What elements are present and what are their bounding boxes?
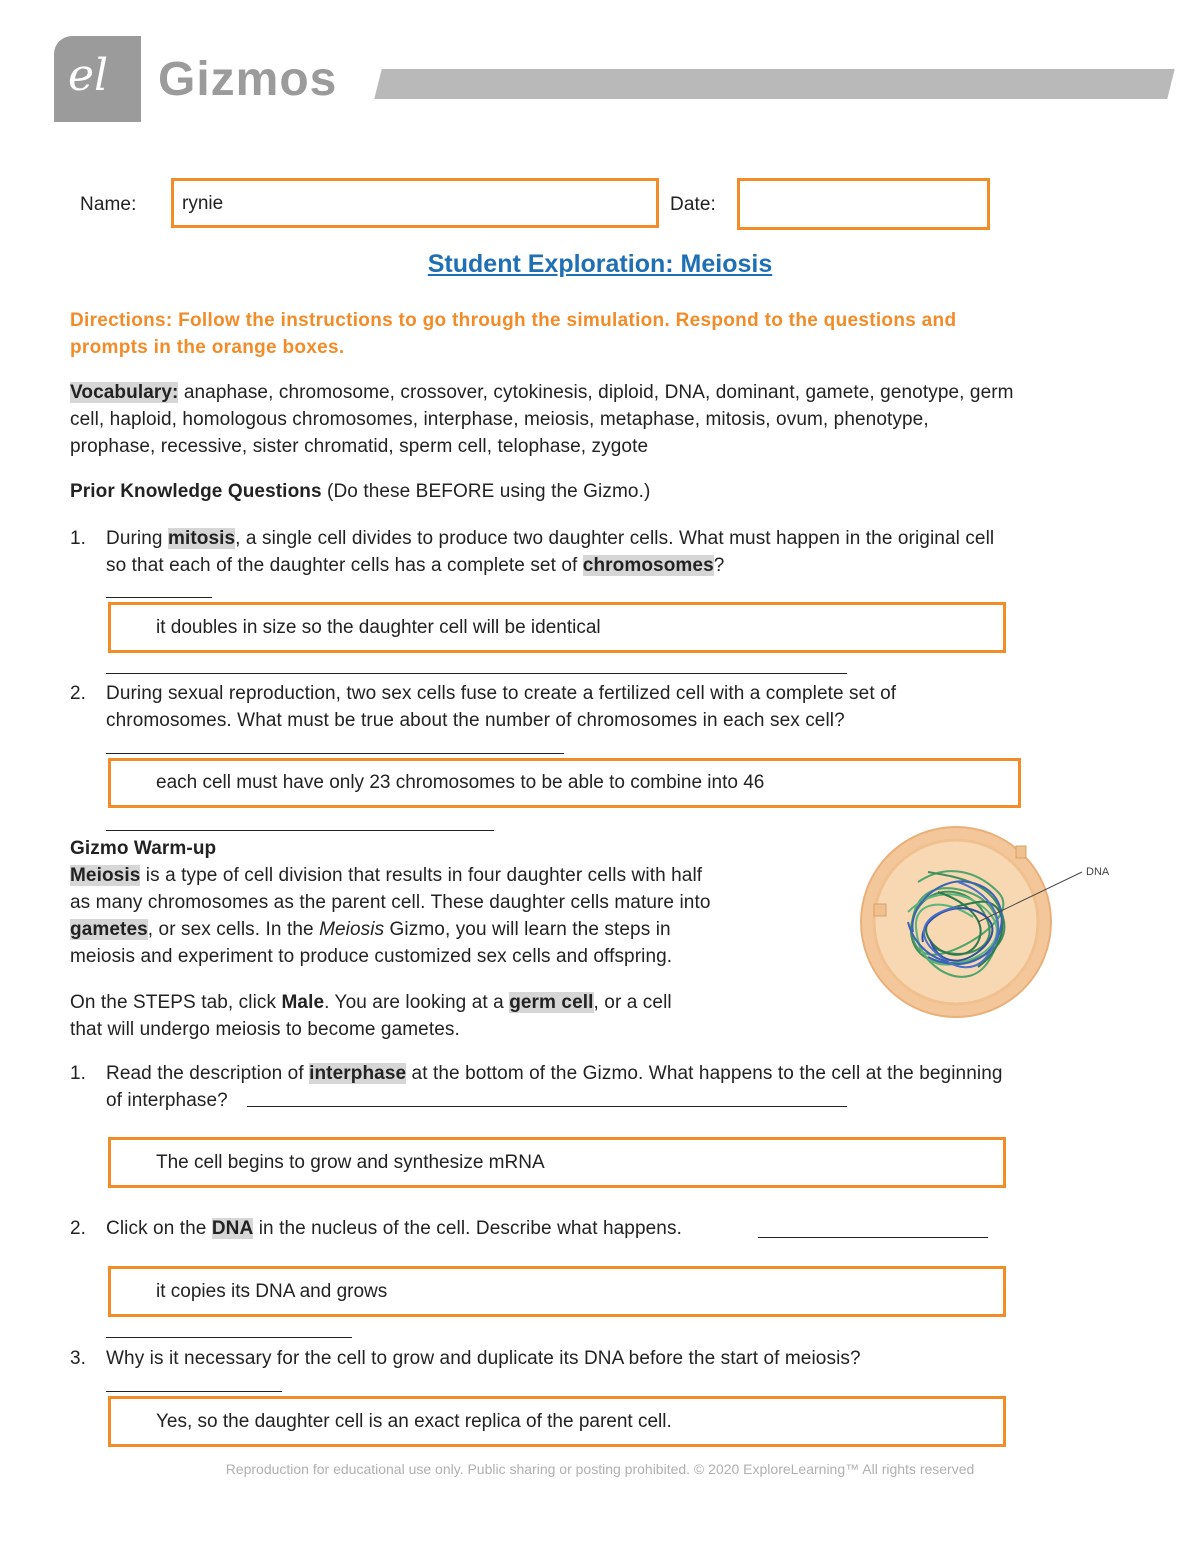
answer-line xyxy=(106,597,212,598)
footer-notice: Reproduction for educational use only. Public sharing or posting prohibited. © 2020 ExploreLearning™ All rights reserved xyxy=(225,1461,975,1477)
germ-cell-image xyxy=(858,822,1118,1022)
mitosis-term: mitosis xyxy=(167,528,236,549)
warmup-q2-number: 2. xyxy=(70,1218,86,1239)
warmup-p2-c: , or a cell xyxy=(593,992,672,1013)
prior-q2-answer: each cell must have only 23 chromosomes to be able to combine into 46 xyxy=(156,772,765,793)
explorelearning-logo-icon xyxy=(54,36,141,122)
prior-heading-note: (Do these BEFORE using the Gizmo.) xyxy=(321,481,651,502)
gametes-term: gametes xyxy=(70,919,148,940)
directions-line-2: prompts in the orange boxes. xyxy=(70,337,345,358)
prior-heading-bold: Prior Knowledge Questions xyxy=(70,481,322,502)
interphase-term: interphase xyxy=(309,1063,407,1084)
vocabulary-block xyxy=(70,379,1014,460)
date-field[interactable] xyxy=(737,178,990,230)
warmup-p1-a: is a type of cell division that results in four daughter cells with half xyxy=(140,865,703,886)
prior-q1-c: so that each of the daughter cells has a complete set of xyxy=(106,555,583,576)
answer-line xyxy=(106,1391,282,1392)
answer-line xyxy=(247,1106,847,1107)
warmup-p1-e: meiosis and experiment to produce customized sex cells and offspring. xyxy=(70,946,673,967)
warmup-p2-a: On the STEPS tab, click xyxy=(70,992,282,1013)
directions xyxy=(70,307,956,361)
warmup-p2-d: that will undergo meiosis to become gametes. xyxy=(70,1019,460,1040)
prior-q1-text xyxy=(106,525,994,579)
warmup-p1-d: Gizmo, you will learn the steps in xyxy=(384,919,671,940)
warmup-q2-a: Click on the xyxy=(106,1218,212,1239)
page-title: Student Exploration: Meiosis xyxy=(427,250,773,278)
prior-q1-a: During xyxy=(106,528,168,549)
germ-cell-term: germ cell xyxy=(509,992,594,1013)
prior-q2-line-1: During sexual reproduction, two sex cells fuse to create a fertilized cell with a complete set of xyxy=(106,683,897,704)
answer-line xyxy=(106,830,494,831)
warmup-q3-answer-box[interactable] xyxy=(108,1396,1006,1447)
warmup-q3-answer: Yes, so the daughter cell is an exact replica of the parent cell. xyxy=(156,1410,672,1432)
chromosomes-term: chromosomes xyxy=(582,555,714,576)
vocabulary-line-2: cell, haploid, homologous chromosomes, interphase, meiosis, metaphase, mitosis, ovum, phenotype, xyxy=(70,409,929,430)
cell-nucleus-illustration xyxy=(858,822,1118,1022)
answer-line xyxy=(106,1337,352,1338)
warmup-q2-answer-box[interactable] xyxy=(108,1266,1006,1317)
logo-text: Gizmos xyxy=(158,53,338,106)
answer-line xyxy=(758,1237,988,1238)
prior-q1-d: ? xyxy=(713,555,725,576)
warmup-q2-text xyxy=(106,1215,682,1242)
prior-q1-answer-box[interactable] xyxy=(108,602,1006,653)
prior-q2-text xyxy=(106,680,896,734)
prior-q2-line-2: chromosomes. What must be true about the number of chromosomes in each sex cell? xyxy=(106,710,845,731)
prior-q2-number: 2. xyxy=(70,683,86,704)
answer-line xyxy=(106,753,564,754)
warmup-block xyxy=(70,835,711,1043)
prior-q1-b: , a single cell divides to produce two daughter cells. What must happen in the original cell xyxy=(235,528,995,549)
date-label: Date: xyxy=(670,194,716,215)
dna-label: DNA xyxy=(1086,866,1110,878)
header-bar xyxy=(374,69,1174,99)
warmup-q1-answer: The cell begins to grow and synthesize mRNA xyxy=(156,1151,545,1173)
warmup-p2-b: . You are looking at a xyxy=(324,992,510,1013)
warmup-q1-number: 1. xyxy=(70,1063,86,1084)
prior-q1-answer: it doubles in size so the daughter cell will be identical xyxy=(156,616,601,638)
warmup-q1-a: Read the description of xyxy=(106,1063,310,1084)
warmup-p1-c: , or sex cells. In the xyxy=(147,919,320,940)
warmup-q3-number: 3. xyxy=(70,1348,86,1369)
warmup-q3-text: Why is it necessary for the cell to grow and duplicate its DNA before the start of meiosis? xyxy=(106,1348,861,1369)
warmup-q2-answer: it copies its DNA and grows xyxy=(156,1280,388,1302)
warmup-q1-answer-box[interactable] xyxy=(108,1137,1006,1188)
warmup-q1-b: at the bottom of the Gizmo. What happens to the cell at the beginning xyxy=(406,1063,1003,1084)
prior-q2-answer-box[interactable] xyxy=(108,758,1021,808)
logo-mark: el xyxy=(68,50,109,101)
warmup-q2-b: in the nucleus of the cell. Describe what happens. xyxy=(253,1218,682,1239)
warmup-p1-italic: Meiosis xyxy=(319,919,385,940)
warmup-p1-b: as many chromosomes as the parent cell. These daughter cells mature into xyxy=(70,892,711,913)
name-value: rynie xyxy=(182,193,224,214)
meiosis-term: Meiosis xyxy=(70,865,141,886)
male-term: Male xyxy=(281,992,325,1013)
warmup-q1-c: of interphase? xyxy=(106,1090,228,1111)
vocabulary-line-1: anaphase, chromosome, crossover, cytokinesis, diploid, DNA, dominant, gamete, genotype, germ xyxy=(178,382,1014,403)
dna-term: DNA xyxy=(211,1218,254,1239)
answer-line xyxy=(106,673,847,674)
name-field[interactable] xyxy=(171,178,659,228)
directions-line-1: Directions: Follow the instructions to go through the simulation. Respond to the questions and xyxy=(70,310,957,331)
warmup-heading: Gizmo Warm-up xyxy=(70,838,217,859)
vocabulary-label: Vocabulary: xyxy=(70,382,179,403)
prior-knowledge-heading xyxy=(70,478,650,505)
vocabulary-line-3: prophase, recessive, sister chromatid, sperm cell, telophase, zygote xyxy=(70,436,649,457)
name-label: Name: xyxy=(80,194,137,215)
prior-q1-number: 1. xyxy=(70,528,86,549)
